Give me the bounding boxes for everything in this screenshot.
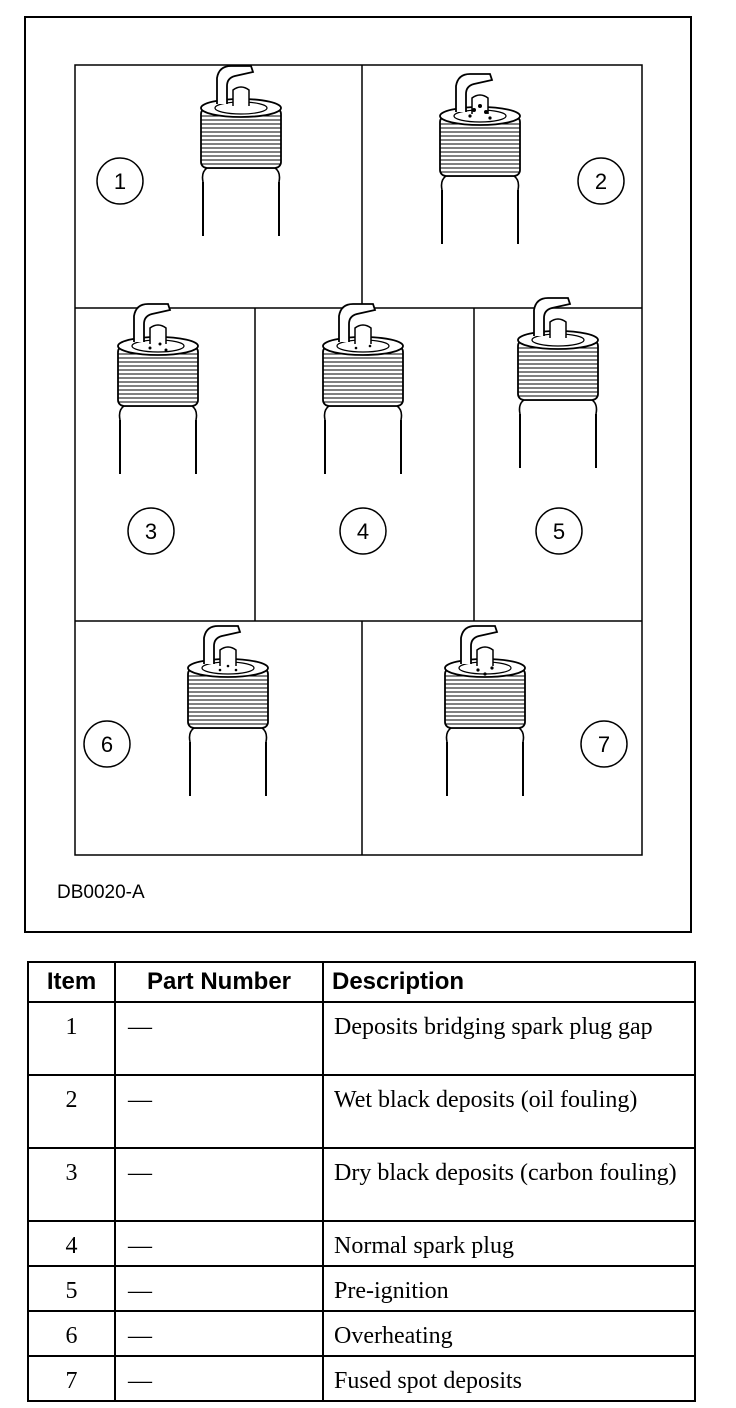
svg-text:4: 4 [356, 519, 370, 544]
part-number-cell: — [115, 1356, 323, 1401]
part-number-cell: — [115, 1266, 323, 1311]
part-number-cell: — [115, 1075, 323, 1148]
item-cell: 2 [28, 1075, 115, 1148]
description-cell: Normal spark plug [323, 1221, 695, 1266]
spark-plug-4 [323, 304, 403, 474]
spark-plug-3 [118, 304, 198, 474]
part-number-cell: — [115, 1148, 323, 1221]
table-row [28, 1266, 695, 1311]
callout-6 [84, 721, 130, 767]
header-part-number: Part Number [115, 962, 323, 1002]
svg-text:1: 1 [113, 169, 127, 194]
item-cell: 6 [28, 1311, 115, 1356]
spark-plug-5 [518, 298, 598, 468]
header-item: Item [28, 962, 115, 1002]
item-cell: 4 [28, 1221, 115, 1266]
item-cell: 7 [28, 1356, 115, 1401]
table-row [28, 1148, 695, 1221]
header-description: Description [323, 962, 695, 1002]
callout-1 [97, 158, 143, 204]
table-row [28, 1311, 695, 1356]
item-cell: 1 [28, 1002, 115, 1075]
part-number-cell: — [115, 1221, 323, 1266]
spark-plug-6 [188, 626, 268, 796]
description-cell: Wet black deposits (oil fouling) [323, 1075, 695, 1148]
table-row [28, 1002, 695, 1075]
description-cell: Fused spot deposits [323, 1356, 695, 1401]
svg-text:7: 7 [597, 732, 611, 757]
item-cell: 3 [28, 1148, 115, 1221]
spark-plug-7 [445, 626, 525, 796]
spark-plug-1 [201, 66, 281, 236]
table-row [28, 1075, 695, 1148]
callout-4 [340, 508, 386, 554]
table-header-row [28, 962, 695, 1002]
part-number-cell: — [115, 1002, 323, 1075]
description-cell: Dry black deposits (carbon fouling) [323, 1148, 695, 1221]
description-cell: Pre-ignition [323, 1266, 695, 1311]
part-number-cell: — [115, 1311, 323, 1356]
svg-text:2: 2 [594, 169, 608, 194]
item-cell: 5 [28, 1266, 115, 1311]
panel-grid [75, 65, 642, 855]
svg-text:3: 3 [144, 519, 158, 544]
description-cell: Deposits bridging spark plug gap [323, 1002, 695, 1075]
description-cell: Overheating [323, 1311, 695, 1356]
figure-code: DB0020-A [57, 882, 145, 903]
svg-text:6: 6 [100, 732, 114, 757]
svg-text:5: 5 [552, 519, 566, 544]
spark-plug-2 [440, 74, 520, 244]
table-row [28, 1221, 695, 1266]
callout-3 [128, 508, 174, 554]
table-row [28, 1356, 695, 1401]
callout-5 [536, 508, 582, 554]
callout-2 [578, 158, 624, 204]
parts-table [27, 961, 696, 1402]
callout-7 [581, 721, 627, 767]
